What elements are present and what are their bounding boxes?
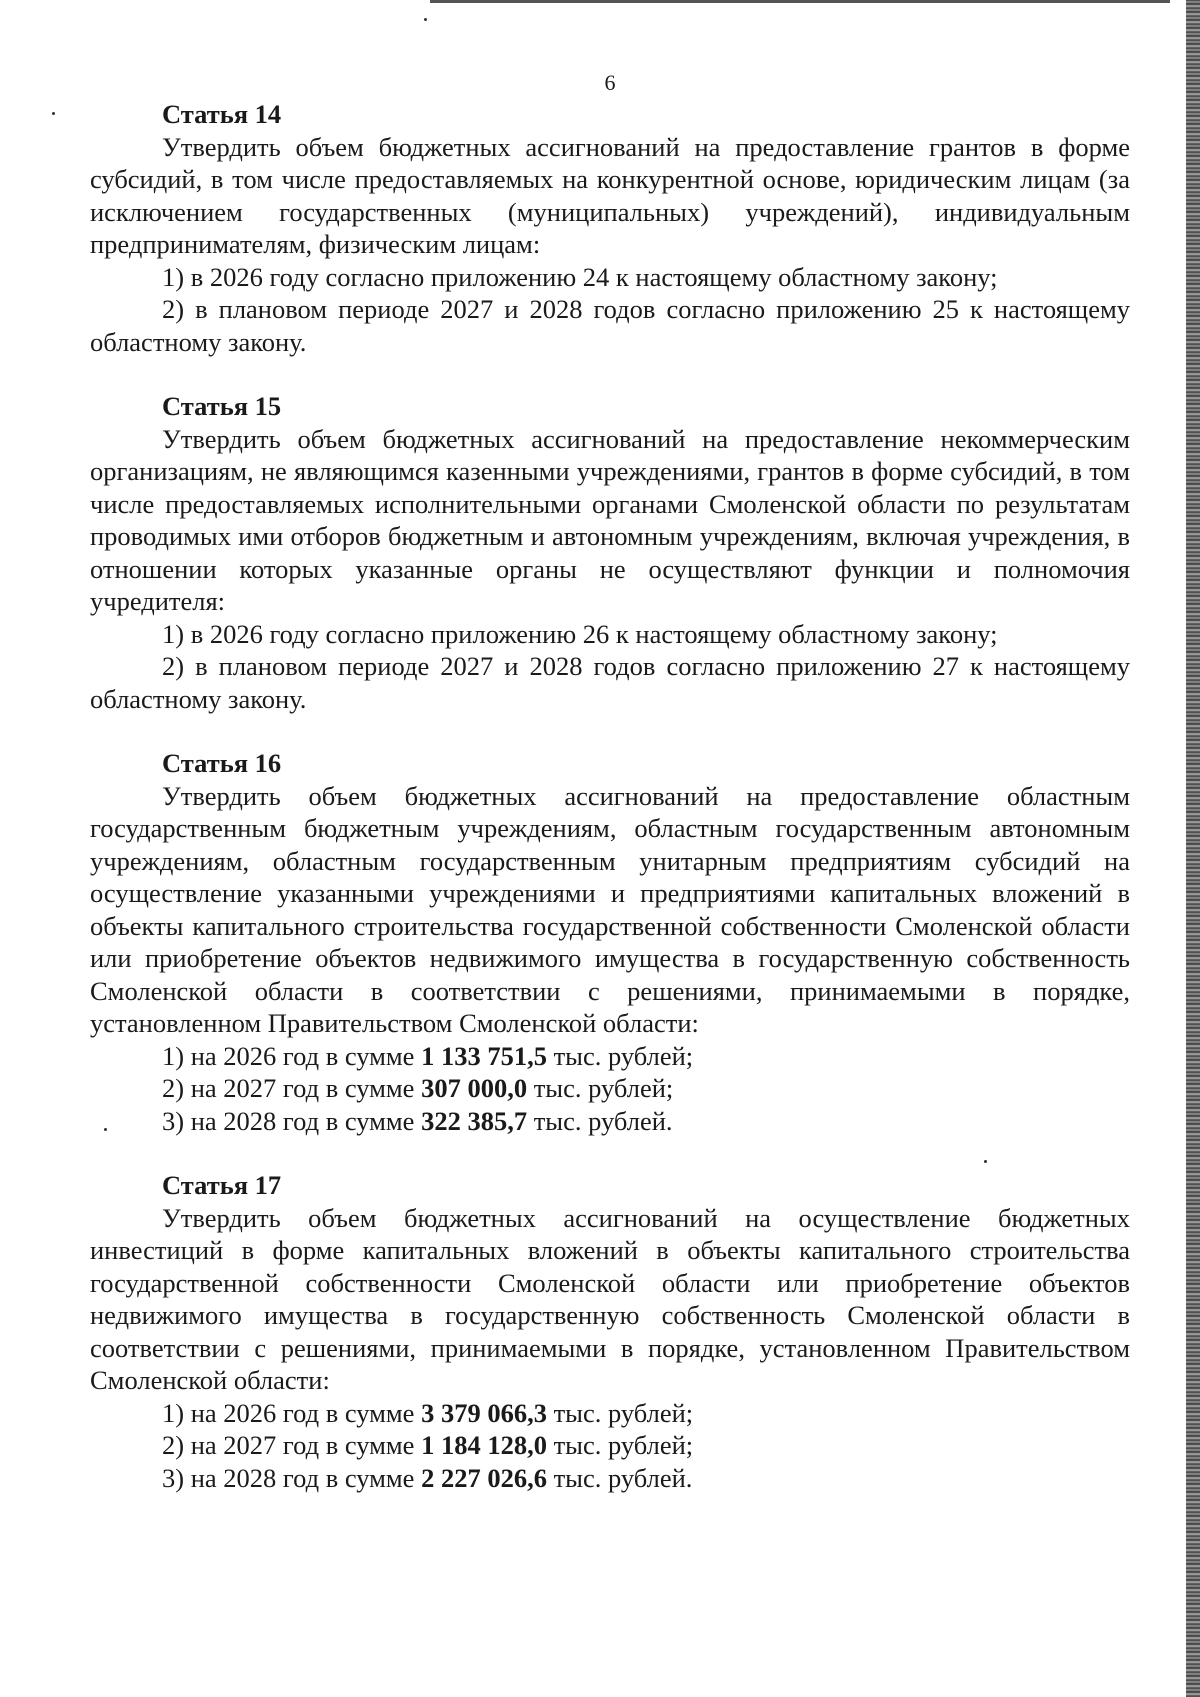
amount-value: 1 133 751,5 xyxy=(421,1040,547,1071)
article-intro: Утвердить объем бюджетных ассигнований на предоставление некоммерческим организациям, не являющимся казенными учреждениями, грантов в форме субсидий, в том числе предоставляемых исполнительными органами Смоленской области по результатам проводимых ими отборов бюджетным и автономным учреждениям, включая учреждения, в отношении которых указанные органы не осуществляют функции и полномочия учредителя: xyxy=(90,423,1130,616)
amount-suffix: тыс. рублей; xyxy=(527,1073,674,1103)
amount-line xyxy=(90,1429,1130,1462)
article-intro: Утвердить объем бюджетных ассигнований на осуществление бюджетных инвестиций в форме капитальных вложений в объекты капитального строительства государственной собственности Смоленской области или приобретение объектов недвижимого имущества в государственную собственность Смоленской области в соответствии с решениями, принимаемыми в порядке, установленном Правительством Смоленской области: xyxy=(90,1202,1130,1395)
page-number: 6 xyxy=(604,70,616,95)
scan-top-edge xyxy=(430,0,1170,3)
amount-line xyxy=(90,1462,1130,1495)
amount-prefix: 2) на 2027 год в сумме xyxy=(162,1430,422,1460)
article-15 xyxy=(90,390,1130,715)
amount-suffix: тыс. рублей; xyxy=(546,1040,694,1071)
amount-prefix: 1) на 2026 год в сумме xyxy=(162,1040,422,1071)
article-item: 2) в плановом периоде 2027 и 2028 годов согласно приложению 25 к настоящему областному закону. xyxy=(90,294,1130,357)
article-title: Статья 17 xyxy=(162,1170,282,1200)
amount-suffix: тыс. рублей. xyxy=(546,1462,693,1493)
article-title: Статья 15 xyxy=(162,391,282,421)
amount-line xyxy=(90,1040,1130,1073)
amount-line xyxy=(90,1072,1130,1105)
article-title: Статья 14 xyxy=(162,99,282,129)
amount-prefix: 3) на 2028 год в сумме xyxy=(162,1462,422,1493)
scan-speck xyxy=(424,18,427,21)
amount-suffix: тыс. рублей. xyxy=(527,1105,673,1136)
scan-speck xyxy=(52,112,55,115)
amount-suffix: тыс. рублей; xyxy=(546,1430,694,1460)
article-intro: Утвердить объем бюджетных ассигнований на предоставление областным государственным бюджетным учреждениям, областным государственным автономным учреждениям, областным государственным унитарным предприятиям субсидий на осуществление указанными учреждениями и предприятиями капитальных вложений в объекты капитального строительства государственной собственности Смоленской области или приобретение объектов недвижимого имущества в государственную собственность Смоленской области в соответствии с решениями, принимаемыми в порядке, установленном Правительством Смоленской области: xyxy=(90,780,1130,1038)
article-17 xyxy=(90,1169,1130,1494)
article-14 xyxy=(90,98,1130,358)
amount-prefix: 3) на 2028 год в сумме xyxy=(162,1105,422,1136)
article-item: 1) в 2026 году согласно приложению 26 к настоящему областному закону; xyxy=(162,618,998,649)
amount-line xyxy=(90,1397,1130,1430)
amount-line xyxy=(90,1105,1130,1138)
amount-prefix: 1) на 2026 год в сумме xyxy=(162,1397,422,1428)
article-intro: Утвердить объем бюджетных ассигнований на предоставление грантов в форме субсидий, в том числе предоставляемых на конкурентной основе, юридическим лицам (за исключением государственных (муниципальных) учреждений), индивидуальным предпринимателям, физическим лицам: xyxy=(90,131,1130,259)
article-title: Статья 16 xyxy=(162,748,282,778)
amount-value: 1 184 128,0 xyxy=(421,1430,547,1460)
scan-right-edge xyxy=(1186,0,1200,1697)
amount-suffix: тыс. рублей; xyxy=(546,1397,694,1428)
amount-value: 307 000,0 xyxy=(421,1073,528,1103)
article-item: 2) в плановом периоде 2027 и 2028 годов согласно приложению 27 к настоящему областному закону. xyxy=(90,651,1130,714)
document-body xyxy=(90,98,1130,1526)
amount-value: 2 227 026,6 xyxy=(421,1462,547,1493)
article-item: 1) в 2026 году согласно приложению 24 к настоящему областному закону; xyxy=(162,261,998,292)
amount-value: 3 379 066,3 xyxy=(421,1397,547,1428)
amount-value: 322 385,7 xyxy=(421,1105,528,1136)
amount-prefix: 2) на 2027 год в сумме xyxy=(162,1073,422,1103)
article-16 xyxy=(90,747,1130,1137)
